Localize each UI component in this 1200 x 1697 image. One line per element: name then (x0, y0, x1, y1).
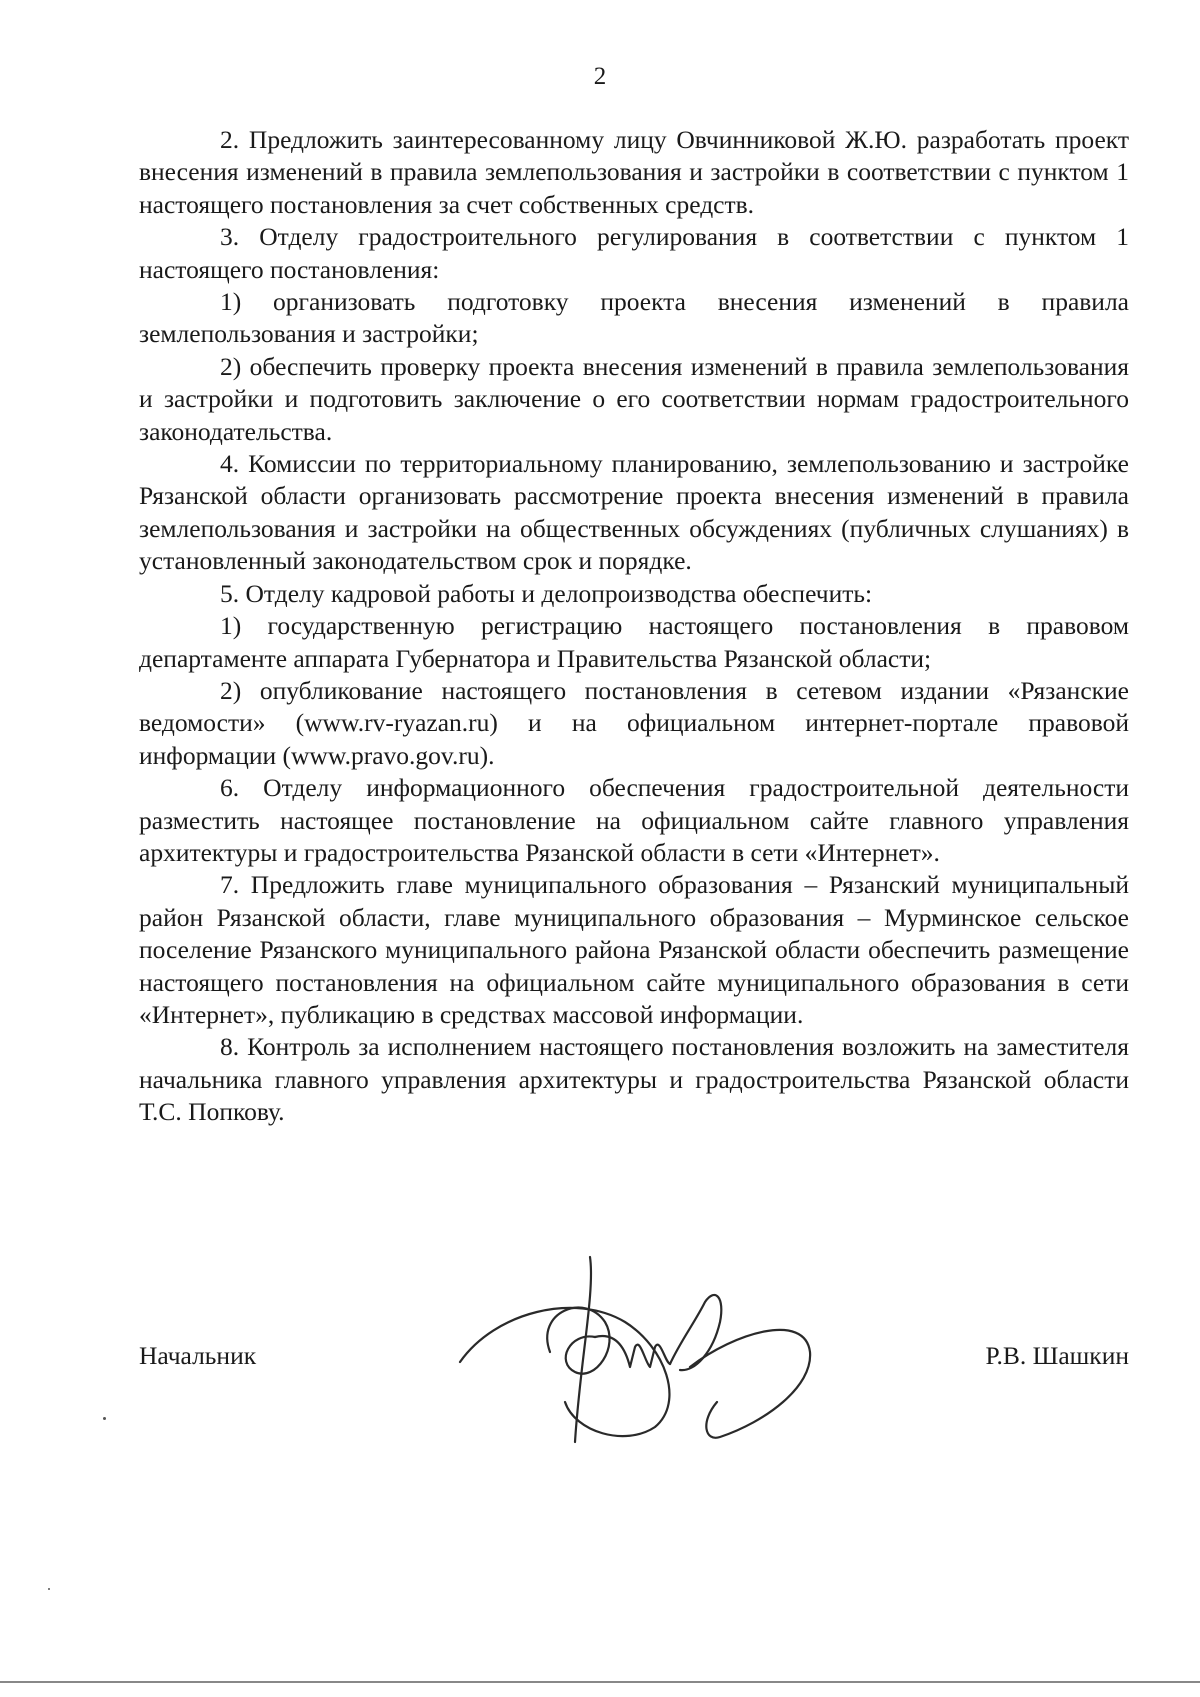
signatory-name: Р.В. Шашкин (985, 1341, 1129, 1370)
paragraph-4: 4. Комиссии по территориальному планированию, землепользованию и застройке Рязанской области организовать рассмотрение проекта внесения изменений в правила землепользования и застройки на общественных обсуждениях (публичных слушаниях) в установленный законодательством срок и порядке. (139, 449, 1129, 576)
scan-speck (103, 1417, 106, 1420)
paragraph-3-item-2: 2) обеспечить проверку проекта внесения изменений в правила землепользования и застройки и подготовить заключение о его соответствии нормам градостроительного законодательства. (139, 351, 1129, 446)
paragraph-3: 3. Отделу градостроительного регулирования в соответствии с пунктом 1 настоящего постановления: (139, 222, 1129, 284)
scan-speck (48, 1588, 50, 1590)
signature-block (139, 1340, 1129, 1380)
paragraph-2: 2. Предложить заинтересованному лицу Овчинниковой Ж.Ю. разработать проект внесения изменений в правила землепользования и застройки в соответствии с пунктом 1 настоящего постановления за счет собственных средств. (139, 125, 1129, 219)
document-body (139, 124, 1129, 1129)
paragraph-5-item-2: 2) опубликование настоящего постановления в сетевом издании «Рязанские ведомости» (www.rv-ryazan.ru) и на официальном интернет-портале правовой информации (www.pravo.gov.ru). (139, 675, 1129, 770)
scan-edge-line (0, 1681, 1200, 1683)
paragraph-3-item-1: 1) организовать подготовку проекта внесения изменений в правила землепользования и застройки; (139, 287, 1129, 349)
page-number: 2 (593, 63, 607, 90)
paragraph-5-item-1: 1) государственную регистрацию настоящего постановления в правовом департаменте аппарата Губернатора и Правительства Рязанской области; (139, 611, 1129, 673)
paragraph-7: 7. Предложить главе муниципального образования – Рязанский муниципальный район Рязанской области, главе муниципального образования – Мурминское сельское поселение Рязанского муниципального района Рязанской области обеспечить размещение настоящего постановления на официальном сайте муниципального образования в сети «Интернет», публикацию в средствах массовой информации. (139, 870, 1129, 1029)
paragraph-5: 5. Отделу кадровой работы и делопроизводства обеспечить: (220, 578, 873, 608)
paragraph-6: 6. Отделу информационного обеспечения градостроительной деятельности разместить настоящее постановление на официальном сайте главного управления архитектуры и градостроительства Рязанской области в сети «Интернет». (139, 773, 1129, 867)
paragraph-8: 8. Контроль за исполнением настоящего постановления возложить на заместителя начальника главного управления архитектуры и градостроительства Рязанской области Т.С. Попкову. (139, 1032, 1129, 1127)
signatory-position: Начальник (139, 1341, 257, 1370)
